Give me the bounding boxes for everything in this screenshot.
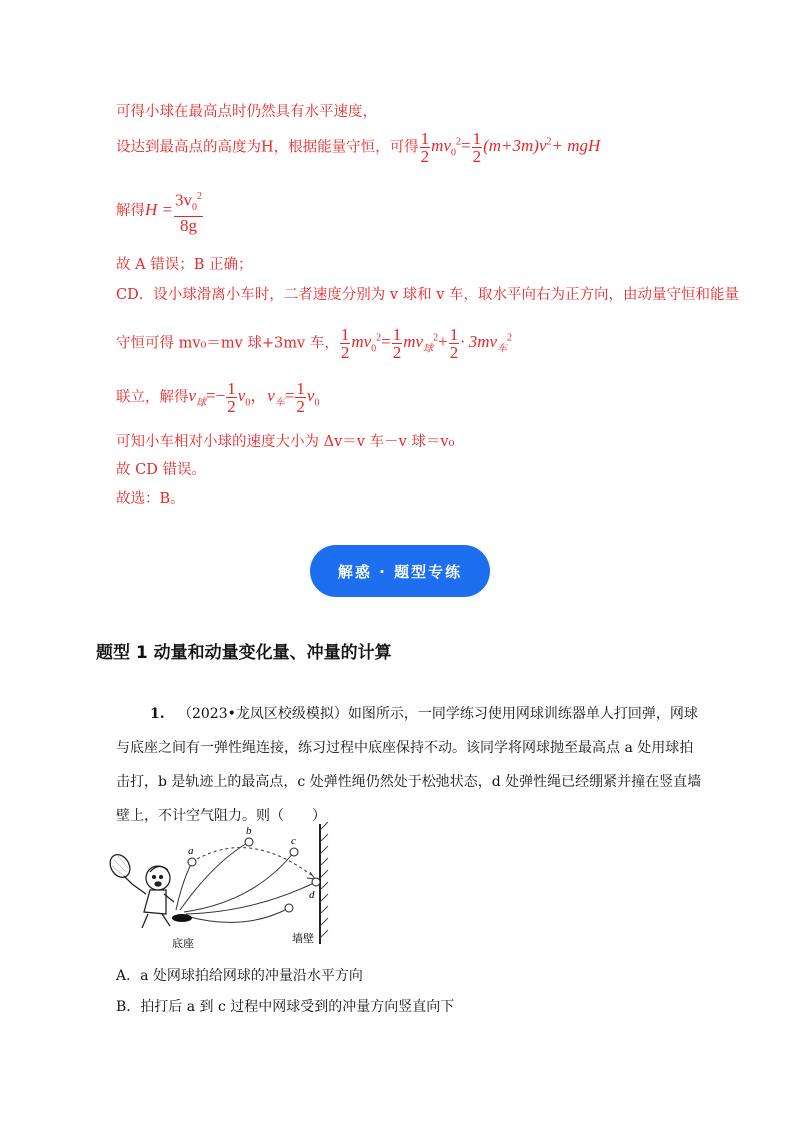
label-a: a [188, 845, 194, 857]
height-result: H = $\frac{3v_0^2}{8g}$ [145, 200, 204, 219]
ball-b [245, 838, 253, 846]
solution-line-3 [116, 188, 204, 234]
solution-line-9: 故 CD 错误。 [116, 462, 206, 478]
trajectory-arrow [307, 872, 315, 879]
ball-extra [285, 904, 293, 912]
solution-line-2 [116, 130, 600, 165]
section-chip: 解惑 · 题型专练 [310, 545, 490, 597]
velocity-results: $v_球=-$ $\frac{1}{2}$ $v_0$，$v_车=$ $\frac{1}{2}$ $v_0$ [188, 379, 320, 416]
solution-line-2-text: 设达到最高点的高度为H，根据能量守恒，可得 [116, 139, 419, 156]
option-a[interactable]: A．a 处网球拍给网球的冲量沿水平方向 [116, 968, 363, 984]
solution-line-3-text: 解得 [116, 202, 145, 219]
question-line-3: 击打，b 是轨迹上的最高点，c 处弹性绳仍然处于松弛状态，d 处弹性绳已经绷紧并撞在竖直墙 [116, 774, 702, 790]
solution-line-1: 可得小球在最高点时仍然具有水平速度， [116, 104, 377, 120]
question-number: 1. [150, 706, 165, 722]
ball-a [188, 858, 196, 866]
ball-c [290, 848, 298, 856]
tennis-trainer-figure [104, 822, 336, 950]
solution-line-6 [116, 326, 512, 361]
question-line-1: 1. （2023•龙凤区校级模拟）如图所示，一同学练习使用网球训练器单人打回弹，网球 [150, 706, 698, 722]
solution-line-5: CD．设小球滑离小车时，二者速度分别为 v 球和 v 车，取水平向右为正方向，由动量守恒和能量 [116, 287, 740, 303]
question-line-2: 与底座之间有一弹性绳连接，练习过程中底座保持不动。该同学将网球抛至最高点 a 处用球拍 [116, 740, 694, 756]
label-d: d [309, 889, 315, 901]
base-label: 底座 [172, 938, 194, 950]
solution-line-6-text: 守恒可得 mv₀＝mv 球+3mv 车， [116, 335, 339, 352]
solution-line-7 [116, 380, 319, 415]
solution-line-8: 可知小车相对小球的速度大小为 Δv＝v 车－v 球＝v₀ [116, 434, 455, 450]
energy-equation: $\frac{1}{2}$ $mv_0^2=$ $\frac{1}{2}$ $(m+3m)v^2+$ mgH [420, 129, 601, 166]
option-b[interactable]: B．拍打后 a 到 c 过程中网球受到的冲量方向竖直向下 [116, 999, 455, 1015]
ball-d [312, 878, 320, 886]
solution-line-4: 故 A 错误；B 正确； [116, 257, 253, 273]
wall-label: 墙壁 [292, 933, 314, 945]
wall-hatching [320, 822, 328, 938]
label-c: c [291, 835, 296, 847]
solution-line-7-text: 联立，解得 [116, 389, 189, 406]
label-b: b [246, 825, 252, 837]
question-line-4: 壁上，不计空气阻力。则（ ） [116, 808, 326, 824]
solution-line-10: 故选：B。 [116, 491, 185, 507]
energy-equation-2: $\frac{1}{2}$ $mv_0^2=$ $\frac{1}{2}$ $mv_球^2+$ $\frac{1}{2}$ · $3mv_车^2$ [340, 325, 513, 362]
section-title: 题型 1 动量和动量变化量、冲量的计算 [96, 643, 392, 663]
base-block [172, 914, 192, 922]
